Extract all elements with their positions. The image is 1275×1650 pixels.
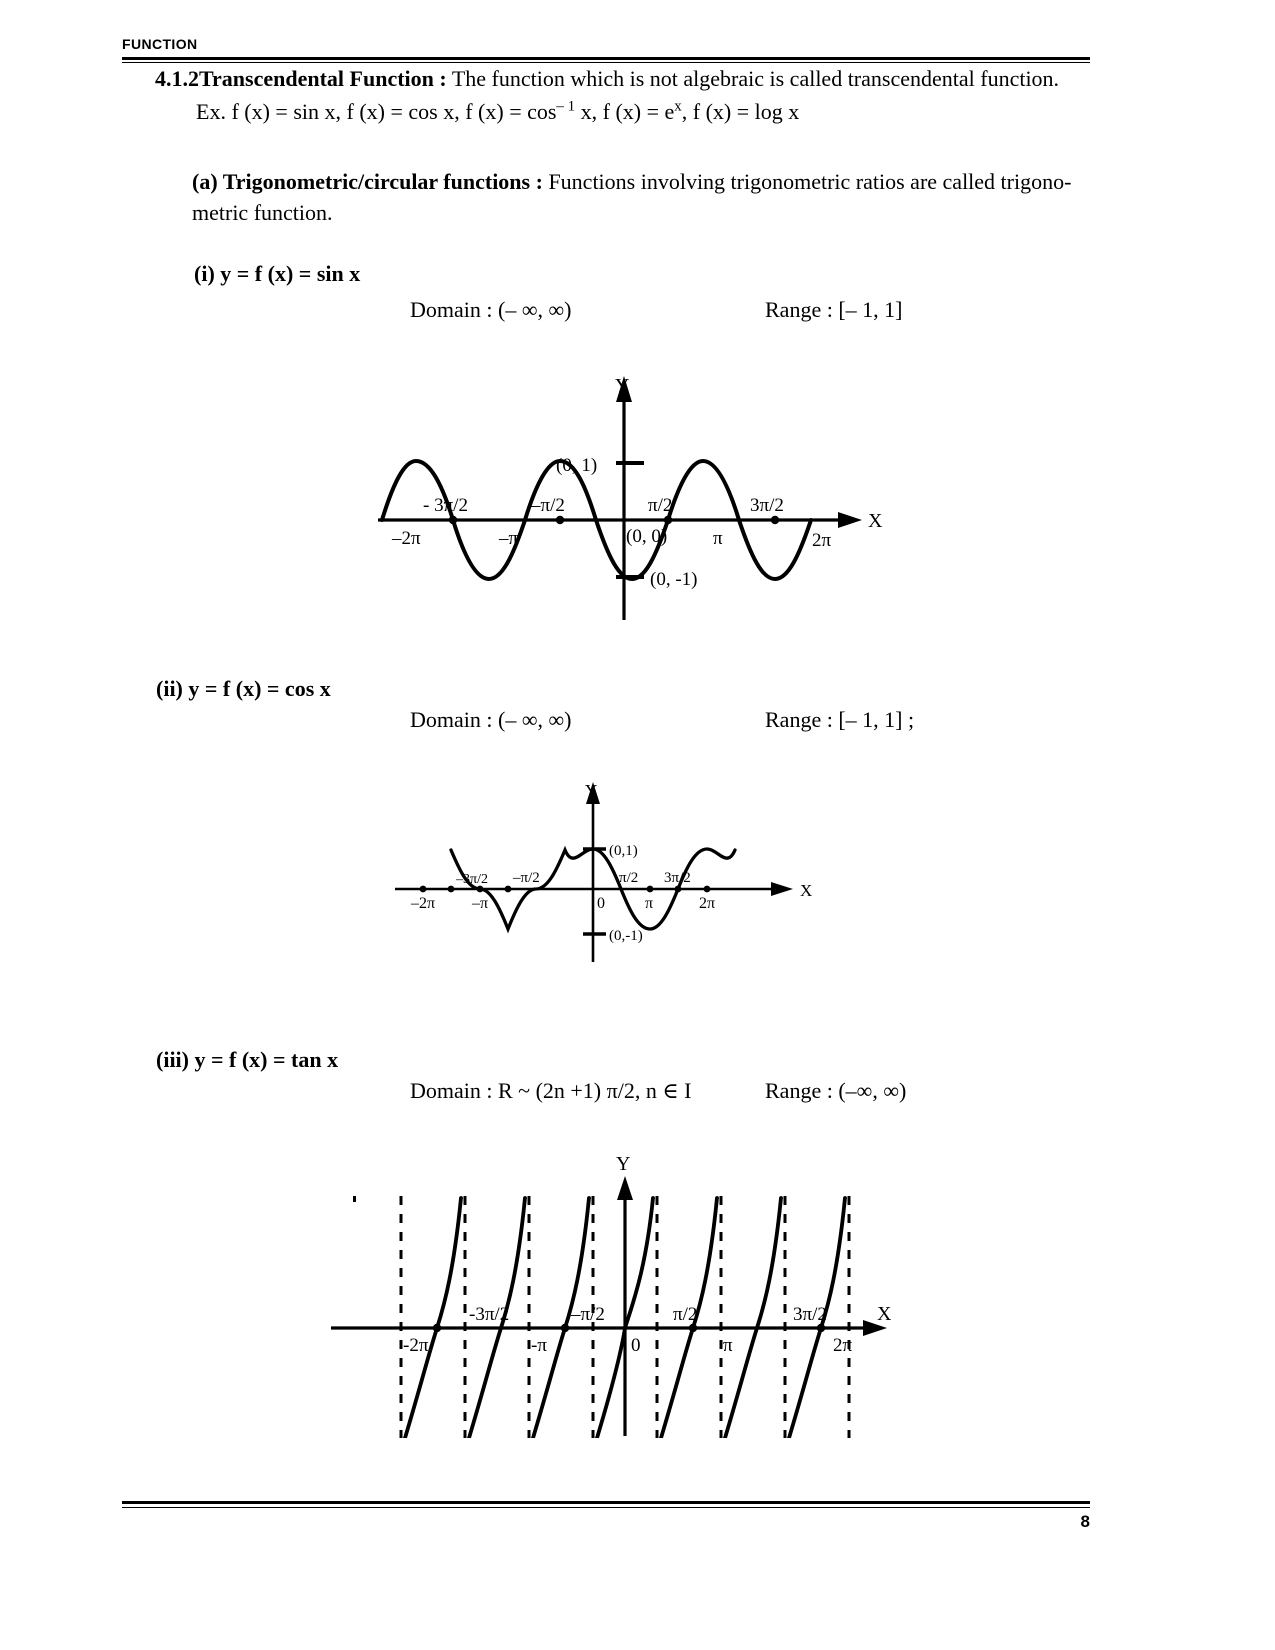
- sine-annotation-0-0: (0, 0): [626, 526, 668, 547]
- tangent-label-2pi: 2π: [833, 1335, 853, 1356]
- sine-x-axis-label: X: [868, 510, 883, 532]
- tangent-point-minus-3pi-over-2: [433, 1324, 441, 1332]
- cosine-annotation-0-minus-1: (0,-1): [609, 928, 643, 944]
- cosine-x-axis-label: X: [800, 881, 813, 900]
- header-rule-thick: [122, 57, 1090, 60]
- sine-point-pi-over-2: [664, 516, 672, 524]
- page-number: 8: [1080, 1512, 1090, 1531]
- transcendental-examples: [196, 96, 1096, 127]
- cosine-label-minus-pi: –π: [472, 895, 489, 912]
- running-head: FUNCTION: [122, 36, 198, 52]
- tangent-heading: (iii) y = f (x) = tan x: [156, 1047, 339, 1072]
- sine-annotation-0-minus-1: (0, -1): [650, 569, 698, 590]
- sine-annotation-0-1: (0, 1): [556, 455, 598, 476]
- cosine-label-pi-over-2: π/2: [619, 870, 639, 886]
- section-body: The function which is not algebraic is called transcendental function.: [446, 66, 1060, 91]
- tangent-label-zero: 0: [631, 1335, 641, 1356]
- sine-point-minus-3pi-over-2: [449, 516, 457, 524]
- example-sup-x: x: [674, 98, 682, 115]
- cosine-label-minus-2pi: –2π: [411, 895, 436, 912]
- cosine-label-2pi: 2π: [699, 895, 716, 912]
- cosine-label-3pi-over-2: 3π/2: [664, 870, 691, 886]
- cosine-annotation-0-1: (0,1): [609, 843, 638, 859]
- tangent-range: Range : (–∞, ∞): [765, 1078, 907, 1103]
- section-number: 4.1.2: [155, 66, 199, 91]
- tangent-label-3pi-over-2: 3π/2: [793, 1304, 827, 1325]
- tangent-point-3pi-over-2: [817, 1324, 825, 1332]
- sine-label-minus-pi: –π: [499, 528, 519, 549]
- sine-label-3pi-over-2: 3π/2: [750, 495, 784, 516]
- tangent-graph-svg: [325, 1148, 895, 1438]
- trig-label: (a) Trigonometric/circular functions :: [192, 169, 543, 194]
- tangent-branch-6: [725, 1198, 781, 1438]
- sine-graph-figure: [360, 368, 900, 638]
- tangent-point-pi-over-2: [689, 1324, 697, 1332]
- tangent-label-minus-pi-over-2: –π/2: [571, 1304, 605, 1325]
- cosine-domain: Domain : (– ∞, ∞): [410, 707, 572, 732]
- sine-y-axis-label: Y: [615, 375, 630, 397]
- example-tail: , f (x) = log x: [681, 99, 800, 124]
- example-sup-inverse: – 1: [556, 98, 576, 115]
- cosine-point-2pi: [704, 886, 711, 893]
- tangent-label-pi: π: [723, 1335, 733, 1356]
- sine-domain: Domain : (– ∞, ∞): [410, 297, 572, 322]
- sine-point-3pi-over-2: [771, 516, 779, 524]
- tangent-branch-1: [405, 1198, 461, 1438]
- sine-range: Range : [– 1, 1]: [765, 297, 903, 322]
- sine-label-minus-pi-over-2: –π/2: [531, 495, 565, 516]
- tangent-y-axis-label: Y: [616, 1153, 631, 1175]
- footer-rule-thin: [122, 1507, 1090, 1508]
- tangent-domain: Domain : R ~ (2n +1) π/2, n ∈ I: [410, 1078, 692, 1103]
- trig-functions-paragraph: [192, 166, 1092, 228]
- sine-label-pi-over-2: π/2: [648, 495, 673, 516]
- sine-graph-svg: [360, 368, 900, 638]
- section-title: Transcendental Function :: [199, 66, 447, 91]
- cosine-label-minus-pi-over-2: –π/2: [513, 870, 540, 886]
- tangent-label-pi-over-2: π/2: [673, 1304, 698, 1325]
- trig-body: Functions involving trigonometric ratios are called trigono-metric function.: [192, 169, 1072, 226]
- cosine-label-zero: 0: [597, 895, 605, 912]
- cosine-point-minus-pi-over-2: [505, 886, 512, 893]
- sine-label-minus-3pi-over-2: - 3π/2: [423, 495, 468, 516]
- sine-label-pi: π: [713, 528, 723, 549]
- sine-label-minus-2pi: –2π: [392, 528, 421, 549]
- sine-label-2pi: 2π: [812, 530, 832, 551]
- footer-rule-thick: [122, 1501, 1090, 1504]
- cosine-label-pi: π: [645, 895, 654, 912]
- tangent-x-axis-label: X: [877, 1303, 892, 1325]
- example-suffix: x, f (x) = e: [575, 99, 675, 124]
- sine-heading: (i) y = f (x) = sin x: [194, 261, 361, 286]
- tangent-label-minus-3pi-over-2: -3π/2: [469, 1304, 510, 1325]
- cosine-point-pi: [647, 886, 654, 893]
- cosine-heading: (ii) y = f (x) = cos x: [156, 676, 331, 701]
- cosine-range: Range : [– 1, 1] ;: [765, 707, 915, 732]
- cosine-label-minus-3pi-over-2: –3π/2: [456, 872, 488, 887]
- sine-point-minus-pi-over-2: [556, 516, 564, 524]
- stray-mark: [353, 1196, 356, 1202]
- cosine-graph-svg: [385, 772, 835, 987]
- tangent-label-minus-2pi: -2π: [403, 1335, 429, 1356]
- example-prefix: Ex. f (x) = sin x, f (x) = cos x, f (x) = cos: [196, 99, 557, 124]
- tangent-label-minus-pi: -π: [531, 1335, 547, 1356]
- tangent-graph-figure: [325, 1148, 895, 1438]
- section-transcendental-heading: [155, 63, 1095, 94]
- cosine-point-minus-2pi: [420, 886, 427, 893]
- tangent-point-minus-pi-over-2: [561, 1324, 569, 1332]
- cosine-y-axis-label: Y: [585, 781, 598, 800]
- sine-y-axis: [616, 376, 632, 620]
- cosine-point-3pi-over-2: [675, 886, 682, 893]
- cosine-graph-figure: [385, 772, 835, 987]
- cosine-point-minus-3pi-over-2: [448, 886, 455, 893]
